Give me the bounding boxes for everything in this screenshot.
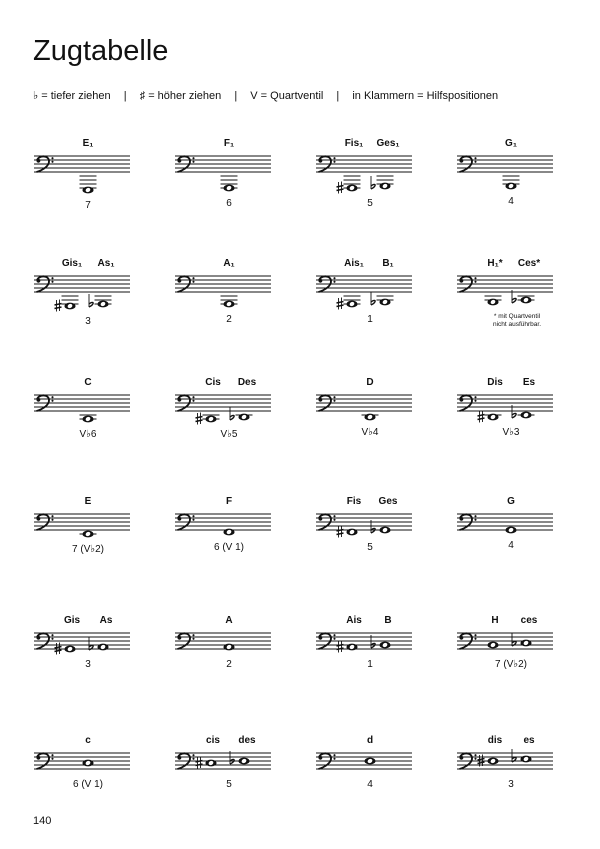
slide-position: 1 [367, 314, 373, 325]
note-name-label: Ges [378, 496, 398, 507]
position-cell [34, 258, 154, 358]
flat-icon [230, 407, 234, 420]
note-name-label: Es [522, 377, 536, 388]
slide-position: 2 [226, 659, 232, 670]
slide-position: 4 [367, 779, 373, 790]
legend-separator: | [234, 90, 238, 102]
flat-icon [371, 176, 375, 189]
whole-note [520, 640, 531, 647]
whole-note [205, 760, 216, 767]
slide-position: 4 [508, 540, 514, 551]
slide-position: V♭4 [361, 427, 379, 438]
whole-note [346, 529, 357, 536]
whole-note [97, 644, 108, 651]
whole-note [487, 642, 498, 649]
flat-icon [512, 633, 516, 646]
whole-note [487, 758, 498, 765]
position-cell [34, 615, 154, 715]
position-cell [175, 496, 295, 596]
whole-note [82, 416, 93, 423]
whole-note [520, 412, 531, 419]
slide-position: 3 [508, 779, 514, 790]
position-cell [316, 377, 436, 477]
note-name-label: cis [206, 735, 220, 746]
note-name-label: F [225, 496, 233, 507]
note-name-label: E₁ [82, 138, 94, 149]
legend-brackets: in Klammern = Hilfspositionen [352, 90, 499, 102]
legend-valve: V = Quartventil [250, 90, 324, 102]
position-cell [316, 258, 436, 358]
slide-position: 2 [226, 314, 232, 325]
note-name-label: Fis₁ [344, 138, 364, 149]
note-name-label: As [99, 615, 113, 626]
sharp-icon [337, 641, 344, 653]
position-cell [175, 615, 295, 715]
legend-separator: | [336, 90, 340, 102]
footnote: * mit Quartventil nicht ausführbar. [492, 313, 542, 328]
sharp-icon [337, 298, 344, 310]
whole-note [346, 644, 357, 651]
staff [457, 615, 567, 685]
note-name-label: Fis [346, 496, 362, 507]
staff [175, 735, 285, 805]
note-name-label: c [85, 735, 91, 746]
whole-note [64, 646, 75, 653]
position-cell [175, 735, 295, 835]
note-name-label: E [84, 496, 92, 507]
flat-icon [89, 637, 93, 650]
whole-note [487, 414, 498, 421]
position-cell [457, 377, 577, 477]
note-name-label: Cis [205, 377, 221, 388]
position-cell [34, 138, 154, 238]
position-cell [34, 377, 154, 477]
page-number: 140 [33, 815, 52, 827]
position-cell [457, 138, 577, 238]
whole-note [238, 758, 249, 765]
whole-note [379, 642, 390, 649]
sharp-icon [55, 300, 62, 312]
whole-note [520, 297, 531, 304]
slide-position: 4 [508, 196, 514, 207]
note-name-label: Dis [487, 377, 503, 388]
note-name-label: G₁ [505, 138, 517, 149]
legend [33, 89, 508, 102]
note-name-label: C [84, 377, 92, 388]
whole-note [520, 756, 531, 763]
whole-note [487, 299, 498, 306]
whole-note [82, 187, 93, 194]
whole-note [346, 301, 357, 308]
legend-separator: | [123, 90, 127, 102]
slide-position: 6 (V 1) [213, 542, 245, 553]
note-name-label: des [238, 735, 256, 746]
position-cell [316, 735, 436, 835]
position-cell [457, 258, 577, 358]
whole-note [82, 760, 93, 767]
whole-note [205, 416, 216, 423]
staff [34, 615, 144, 685]
note-name-label: A [225, 615, 233, 626]
slide-position: V♭5 [220, 429, 238, 440]
note-name-label: Ces* [517, 258, 541, 269]
sharp-icon [196, 757, 203, 769]
note-name-label: D [366, 377, 374, 388]
note-name-label: A₁ [223, 258, 235, 269]
staff [316, 496, 426, 566]
whole-note [223, 185, 234, 192]
whole-note [346, 185, 357, 192]
flat-icon [89, 294, 93, 307]
slide-position: 6 (V 1) [72, 779, 104, 790]
note-name-label: Ges₁ [376, 138, 400, 149]
whole-note [379, 183, 390, 190]
slide-position: 7 (V♭2) [495, 659, 527, 670]
whole-note [364, 758, 375, 765]
whole-note [379, 299, 390, 306]
sharp-icon [196, 413, 203, 425]
slide-position: 5 [367, 542, 373, 553]
position-cell [175, 138, 295, 238]
position-cell [457, 496, 577, 596]
staff [457, 735, 567, 805]
note-name-label: Ais [346, 615, 362, 626]
slide-position: 7 [85, 200, 91, 211]
page-title: Zugtabelle [33, 35, 169, 67]
sharp-icon [478, 411, 485, 423]
whole-note [97, 301, 108, 308]
whole-note [223, 644, 234, 651]
note-name-label: Ais₁ [344, 258, 364, 269]
whole-note [238, 414, 249, 421]
whole-note [223, 301, 234, 308]
whole-note [505, 527, 516, 534]
note-name-label: es [523, 735, 535, 746]
whole-note [364, 414, 375, 421]
slide-position: 5 [367, 198, 373, 209]
note-name-label: dis [487, 735, 503, 746]
slide-position: 7 (V♭2) [72, 544, 104, 555]
position-cell [175, 258, 295, 358]
whole-note [223, 529, 234, 536]
sharp-icon [55, 643, 62, 655]
note-name-label: Gis [63, 615, 81, 626]
slide-position: 3 [85, 659, 91, 670]
note-name-label: ces [520, 615, 538, 626]
position-cell [316, 138, 436, 238]
position-cell [457, 615, 577, 715]
sharp-icon [337, 526, 344, 538]
slide-position: 1 [367, 659, 373, 670]
note-name-label: d [366, 735, 374, 746]
note-name-label: B [384, 615, 392, 626]
note-name-label: H₁* [487, 258, 503, 269]
position-cell [34, 496, 154, 596]
slide-position: 3 [85, 316, 91, 327]
note-name-label: As₁ [97, 258, 115, 269]
note-name-label: Gis₁ [61, 258, 83, 269]
position-cell [316, 496, 436, 596]
whole-note [505, 183, 516, 190]
slide-position: V♭6 [79, 429, 97, 440]
legend-flat: ♭ = tiefer ziehen [33, 90, 111, 102]
position-cell [175, 377, 295, 477]
note-name-label: F₁ [223, 138, 235, 149]
position-cell [316, 615, 436, 715]
whole-note [64, 303, 75, 310]
note-name-label: G [507, 496, 515, 507]
staff [316, 615, 426, 685]
slide-position: V♭3 [502, 427, 520, 438]
sharp-icon [337, 182, 344, 194]
position-cell [34, 735, 154, 835]
whole-note [379, 527, 390, 534]
legend-sharp: ♯ = höher ziehen [139, 90, 222, 102]
slide-position: 5 [226, 779, 232, 790]
note-name-label: H [491, 615, 499, 626]
note-name-label: Des [237, 377, 257, 388]
note-name-label: B₁ [382, 258, 394, 269]
position-cell [457, 735, 577, 835]
slide-position: 6 [226, 198, 232, 209]
flat-icon [371, 292, 375, 305]
whole-note [82, 531, 93, 538]
flat-icon [512, 749, 516, 762]
